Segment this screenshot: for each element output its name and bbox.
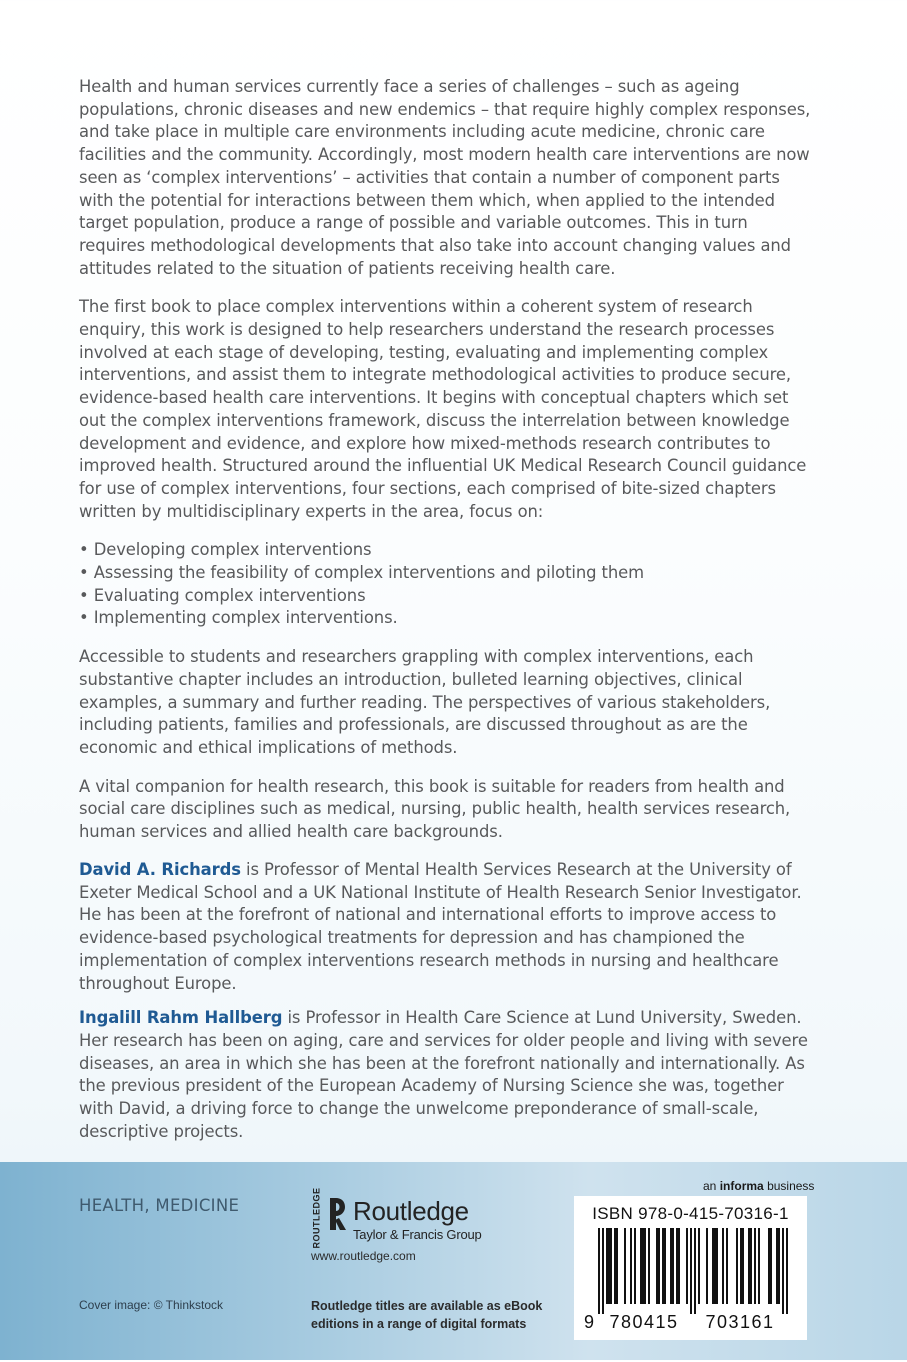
barcode-bar xyxy=(670,1228,672,1304)
barcode-bar xyxy=(742,1228,744,1304)
isbn-barcode xyxy=(574,1196,807,1340)
blurb-paragraph-4: A vital companion for health research, this book is suitable for readers from health and social care disciplines such as medical, nursing, public health, health services research, human services and allied health care backgrounds. xyxy=(79,776,791,842)
barcode-bar xyxy=(644,1228,646,1304)
back-cover-blurb xyxy=(79,76,814,860)
barcode-bar xyxy=(614,1228,616,1304)
barcode-bars xyxy=(598,1228,788,1314)
barcode-bar xyxy=(686,1228,688,1304)
author-bio xyxy=(79,859,814,995)
barcode-bar xyxy=(678,1228,680,1304)
barcode-bar xyxy=(716,1228,718,1304)
blurb-paragraph-1: Health and human services currently face a series of challenges – such as ageing populations, chronic diseases and new endemics – that require highly complex responses, and take place in multiple care environments including acute medicine, chronic care facilities and the community. Accordingly, most modern health care interventions are now seen as ‘complex interventions’ – activities that contain a number of component parts with the potential for interactions between them which, when applied to the intended target population, produce a range of possible and variable outcomes. This in turn requires methodological developments that also take into account changing values and attitudes related to the situation of patients receiving health care. xyxy=(79,77,811,278)
barcode-bar xyxy=(634,1228,636,1304)
author-bio-text: is Professor in Health Care Science at Lund University, Sweden. Her research has been on aging, care and services for older people and living with severe diseases, an area in which she has been at the forefront nationally and internationally. As the previous president of the European Academy of Nursing Science she was, together with David, a driving force to change the unwelcome preponderance of small-scale, descriptive projects. xyxy=(79,1008,808,1141)
barcode-bar xyxy=(754,1228,756,1304)
focus-list xyxy=(79,539,814,630)
barcode-bar xyxy=(726,1228,728,1304)
barcode-bar xyxy=(768,1228,770,1304)
informa-tagline: an informa business xyxy=(703,1179,815,1193)
barcode-bar xyxy=(786,1228,788,1314)
blurb-paragraph-3: Accessible to students and researchers grappling with complex interventions, each substantive chapter includes an introduction, bulleted learning objectives, clinical examples, a summary and further reading. The perspectives of various stakeholders, including patients, families and professionals, are discussed throughout as are the economic and ethical implications of methods. xyxy=(79,647,771,757)
publisher-url[interactable]: www.routledge.com xyxy=(311,1249,416,1263)
author-name: David A. Richards xyxy=(79,860,241,879)
author-name: Ingalill Rahm Hallberg xyxy=(79,1008,283,1028)
barcode-bar xyxy=(750,1228,752,1304)
cover-footer-band xyxy=(0,1162,907,1360)
barcode-bar xyxy=(608,1228,610,1304)
barcode-bar xyxy=(648,1228,650,1304)
barcode-bar xyxy=(610,1228,612,1304)
focus-list-item: • Implementing complex interventions. xyxy=(79,607,814,630)
barcode-bar xyxy=(664,1228,666,1304)
barcode-bar xyxy=(656,1228,658,1304)
barcode-bar xyxy=(690,1228,692,1314)
author-bios xyxy=(79,859,814,1155)
barcode-bar xyxy=(722,1228,724,1304)
barcode-bar xyxy=(714,1228,716,1304)
barcode-bar xyxy=(676,1228,678,1304)
barcode-bar xyxy=(672,1228,674,1304)
barcode-bar xyxy=(778,1228,780,1304)
ebook-note: Routledge titles are available as eBook editions in a range of digital formats xyxy=(311,1299,543,1331)
routledge-mark-icon xyxy=(327,1196,349,1232)
barcode-bar xyxy=(740,1228,742,1304)
barcode-bar xyxy=(642,1228,644,1304)
author-bio-text: is Professor of Mental Health Services Research at the University of Exeter Medical School and a UK National Institute of Health Research Senior Investigator. He has been at the forefront of national and international efforts to improve access to evidence-based psychological treatments for depression and has championed the implementation of complex interventions research methods in nursing and healthcare throughout Europe. xyxy=(79,860,802,993)
barcode-bar xyxy=(624,1228,626,1304)
publisher-vertical-wordmark: ROUTLEDGE xyxy=(311,1187,322,1249)
author-bio xyxy=(79,1007,814,1143)
barcode-bar xyxy=(748,1228,750,1304)
barcode-bar xyxy=(658,1228,660,1304)
barcode-bar xyxy=(706,1228,708,1304)
subject-category: HEALTH, MEDICINE xyxy=(79,1196,240,1215)
barcode-bar xyxy=(630,1228,632,1304)
barcode-bar xyxy=(662,1228,664,1304)
focus-list-item: • Evaluating complex interventions xyxy=(79,585,814,608)
barcode-bar xyxy=(694,1228,696,1314)
barcode-graphic xyxy=(574,1228,807,1338)
publisher-name: Routledge xyxy=(353,1196,469,1226)
barcode-digit-first: 9 xyxy=(584,1312,595,1332)
blurb-paragraph-2: The first book to place complex interventions within a coherent system of research enquiry, this work is designed to help researchers understand the research processes involved at each stage of developing, testing, evaluating and implementing complex interventions, and assist them to integrate methodological activities to produce secure, evidence-based health care interventions. It begins with conceptual chapters which set out the complex interventions framework, discuss the interrelation between knowledge development and evidence, and explore how mixed-methods research contributes to improved health. Structured around the influential UK Medical Research Council guidance for use of complex interventions, four sections, each comprised of bite-sized chapters written by multidisciplinary experts in the area, focus on: xyxy=(79,297,807,521)
barcode-bar xyxy=(602,1228,604,1314)
barcode-bar xyxy=(776,1228,778,1304)
barcode-digits-left: 780415 xyxy=(609,1312,679,1332)
publisher-logo xyxy=(305,1187,565,1362)
barcode-bar xyxy=(782,1228,784,1314)
barcode-bar xyxy=(606,1228,608,1304)
barcode-bar xyxy=(736,1228,738,1304)
cover-image-credit: Cover image: © Thinkstock xyxy=(79,1298,224,1312)
barcode-bar xyxy=(758,1228,760,1304)
publisher-group: Taylor & Francis Group xyxy=(353,1227,482,1242)
focus-list-item: • Developing complex interventions xyxy=(79,539,814,562)
barcode-bar xyxy=(770,1228,772,1304)
barcode-bar xyxy=(712,1228,714,1304)
barcode-bar xyxy=(698,1228,700,1304)
isbn-label: ISBN 978-0-415-70316-1 xyxy=(592,1204,789,1223)
focus-list-item: • Assessing the feasibility of complex interventions and piloting them xyxy=(79,562,814,585)
barcode-digits-right: 703161 xyxy=(705,1312,775,1332)
barcode-bar xyxy=(640,1228,642,1304)
barcode-bar xyxy=(616,1228,618,1304)
barcode-bar xyxy=(598,1228,600,1314)
